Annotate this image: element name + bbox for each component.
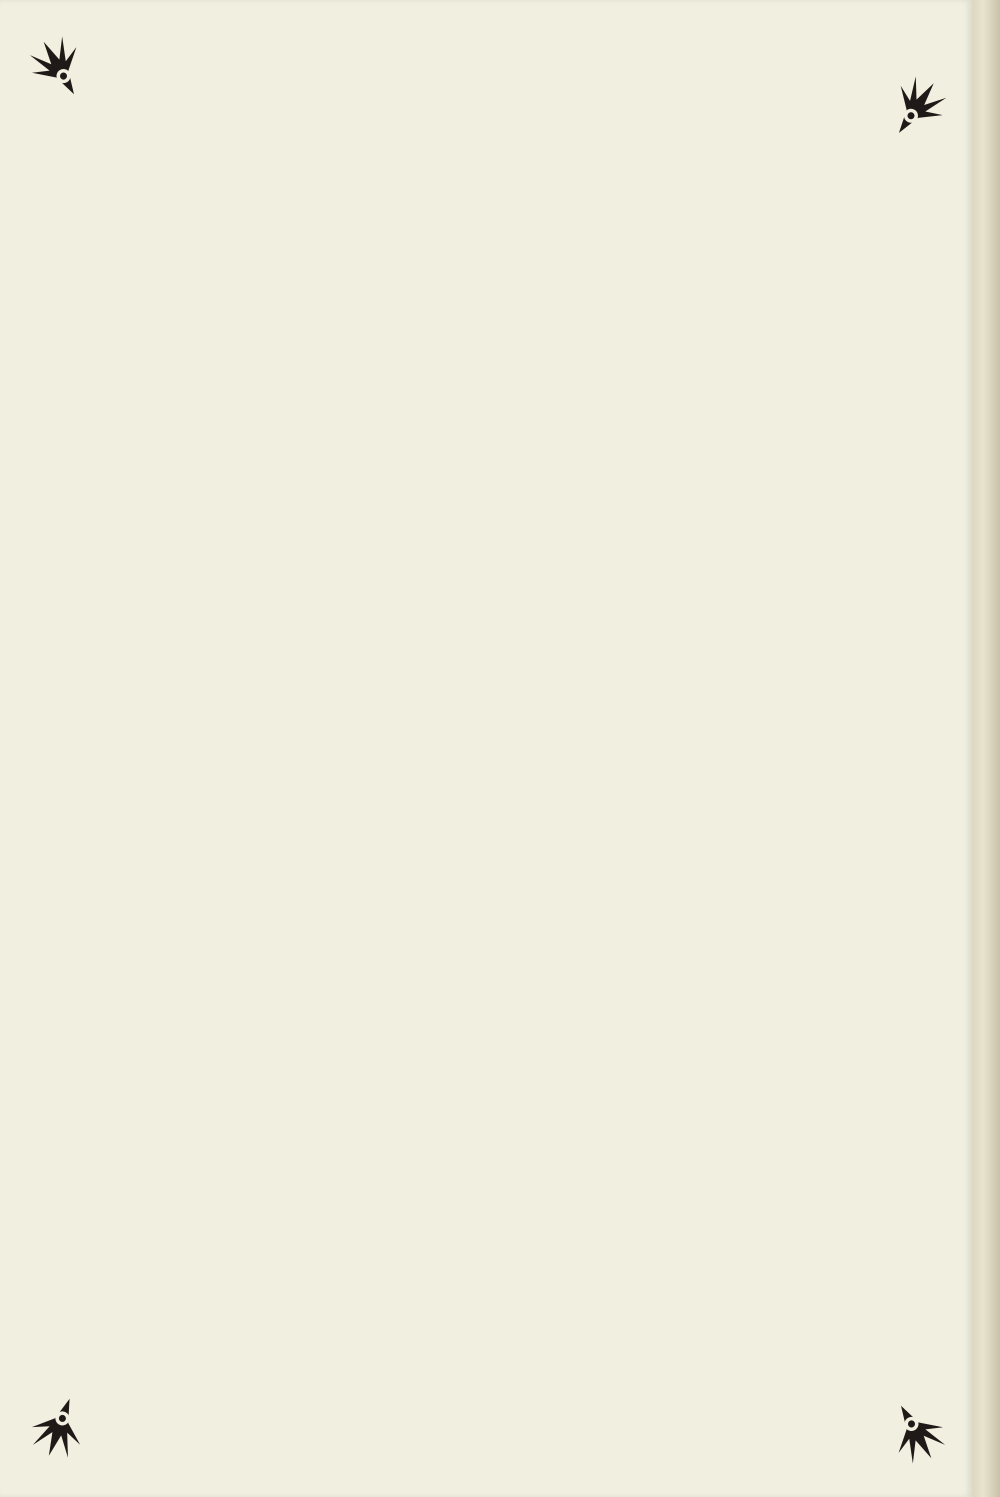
review-quotes [160,180,830,1310]
book-edge [972,0,1000,1497]
